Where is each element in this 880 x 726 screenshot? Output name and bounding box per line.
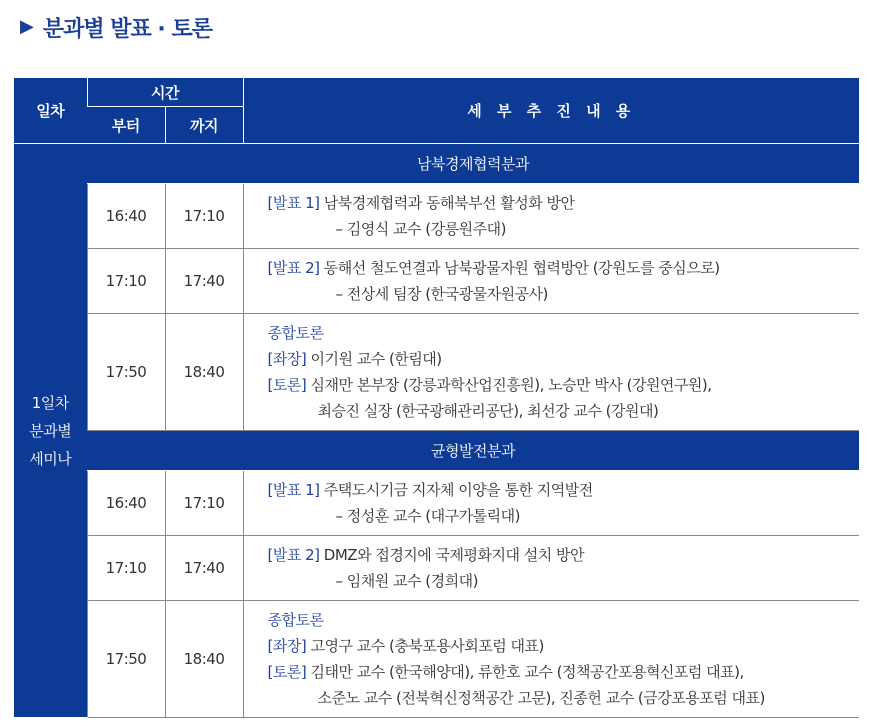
panel-names-continued: 최승진 실장 (한국광해관리공단), 최선강 교수 (강원대) [317, 402, 659, 420]
table-row [14, 471, 859, 536]
header-time: 시간 [87, 78, 243, 107]
section-title: 균형발전분과 [87, 431, 859, 471]
presentation-tag: [발표 1] [267, 194, 320, 212]
chair-tag: [좌장] [267, 350, 307, 368]
header-to: 까지 [165, 107, 243, 144]
presentation-tag: [발표 1] [267, 481, 320, 499]
header-day: 일차 [14, 78, 87, 144]
presentation-title: DMZ와 접경지에 국제평화지대 설치 방안 [323, 546, 584, 564]
table-row [14, 536, 859, 601]
table-row [14, 601, 859, 718]
time-to: 17:40 [165, 249, 243, 314]
time-to: 18:40 [165, 601, 243, 718]
table-row [14, 314, 859, 431]
panel-names: 김태만 교수 (한국해양대), 류한호 교수 (정책공간포용혁신포럼 대표), [310, 663, 744, 681]
time-to: 17:10 [165, 184, 243, 249]
table-row [14, 184, 859, 249]
discussion-title: 종합토론 [267, 324, 324, 342]
panel-line [268, 372, 860, 398]
panel-line [268, 659, 860, 685]
right-triangle-icon: ▶ [20, 16, 33, 37]
time-from: 16:40 [87, 184, 165, 249]
session-details [243, 471, 859, 536]
time-from: 16:40 [87, 471, 165, 536]
panel-tag: [토론] [267, 663, 307, 681]
session-details [243, 601, 859, 718]
header-from: 부터 [87, 107, 165, 144]
presentation-tag: [발표 2] [267, 259, 320, 277]
table-header-row [14, 78, 859, 107]
session-details [243, 184, 859, 249]
session-details [243, 249, 859, 314]
presenter: – 전상세 팀장 (한국광물자원공사) [335, 285, 548, 303]
presentation-line [268, 255, 860, 281]
section-heading [20, 12, 212, 42]
session-details [243, 536, 859, 601]
presenter: – 김영식 교수 (강릉원주대) [335, 220, 506, 238]
presentation-tag: [발표 2] [267, 546, 320, 564]
day-label: 1일차 분과별 세미나 [29, 393, 72, 468]
presenter: – 임채원 교수 (경희대) [335, 572, 478, 590]
schedule-table [14, 78, 859, 718]
table-row [14, 249, 859, 314]
presentation-line [268, 477, 860, 503]
time-from: 17:50 [87, 314, 165, 431]
chair-tag: [좌장] [267, 637, 307, 655]
chair-line [268, 346, 860, 372]
presentation-title: 남북경제협력과 동해북부선 활성화 방안 [323, 194, 575, 212]
section-heading-title: 분과별 발표 · 토론 [42, 16, 212, 42]
presentation-line [268, 542, 860, 568]
time-to: 17:10 [165, 471, 243, 536]
discussion-title: 종합토론 [267, 611, 324, 629]
time-from: 17:10 [87, 536, 165, 601]
panel-tag: [토론] [267, 376, 307, 394]
presentation-title: 동해선 철도연결과 남북광물자원 협력방안 (강원도를 중심으로) [323, 259, 720, 277]
panel-names: 심재만 본부장 (강릉과학산업진흥원), 노승만 박사 (강원연구원), [310, 376, 712, 394]
section-title: 남북경제협력분과 [87, 144, 859, 184]
section-header-row [14, 144, 859, 184]
time-to: 17:40 [165, 536, 243, 601]
section-header-row [14, 431, 859, 471]
time-to: 18:40 [165, 314, 243, 431]
chair-name: 고영구 교수 (충북포용사회포럼 대표) [310, 637, 544, 655]
presenter: – 정성훈 교수 (대구가톨릭대) [335, 507, 520, 525]
presentation-line [268, 190, 860, 216]
header-details: 세 부 추 진 내 용 [243, 78, 859, 144]
time-from: 17:10 [87, 249, 165, 314]
chair-line [268, 633, 860, 659]
day-label-cell [14, 144, 87, 718]
presentation-title: 주택도시기금 지자체 이양을 통한 지역발전 [323, 481, 593, 499]
session-details [243, 314, 859, 431]
panel-names-continued: 소준노 교수 (전북혁신정책공간 고문), 진종헌 교수 (금강포용포럼 대표) [317, 689, 765, 707]
chair-name: 이기원 교수 (한림대) [310, 350, 442, 368]
time-from: 17:50 [87, 601, 165, 718]
